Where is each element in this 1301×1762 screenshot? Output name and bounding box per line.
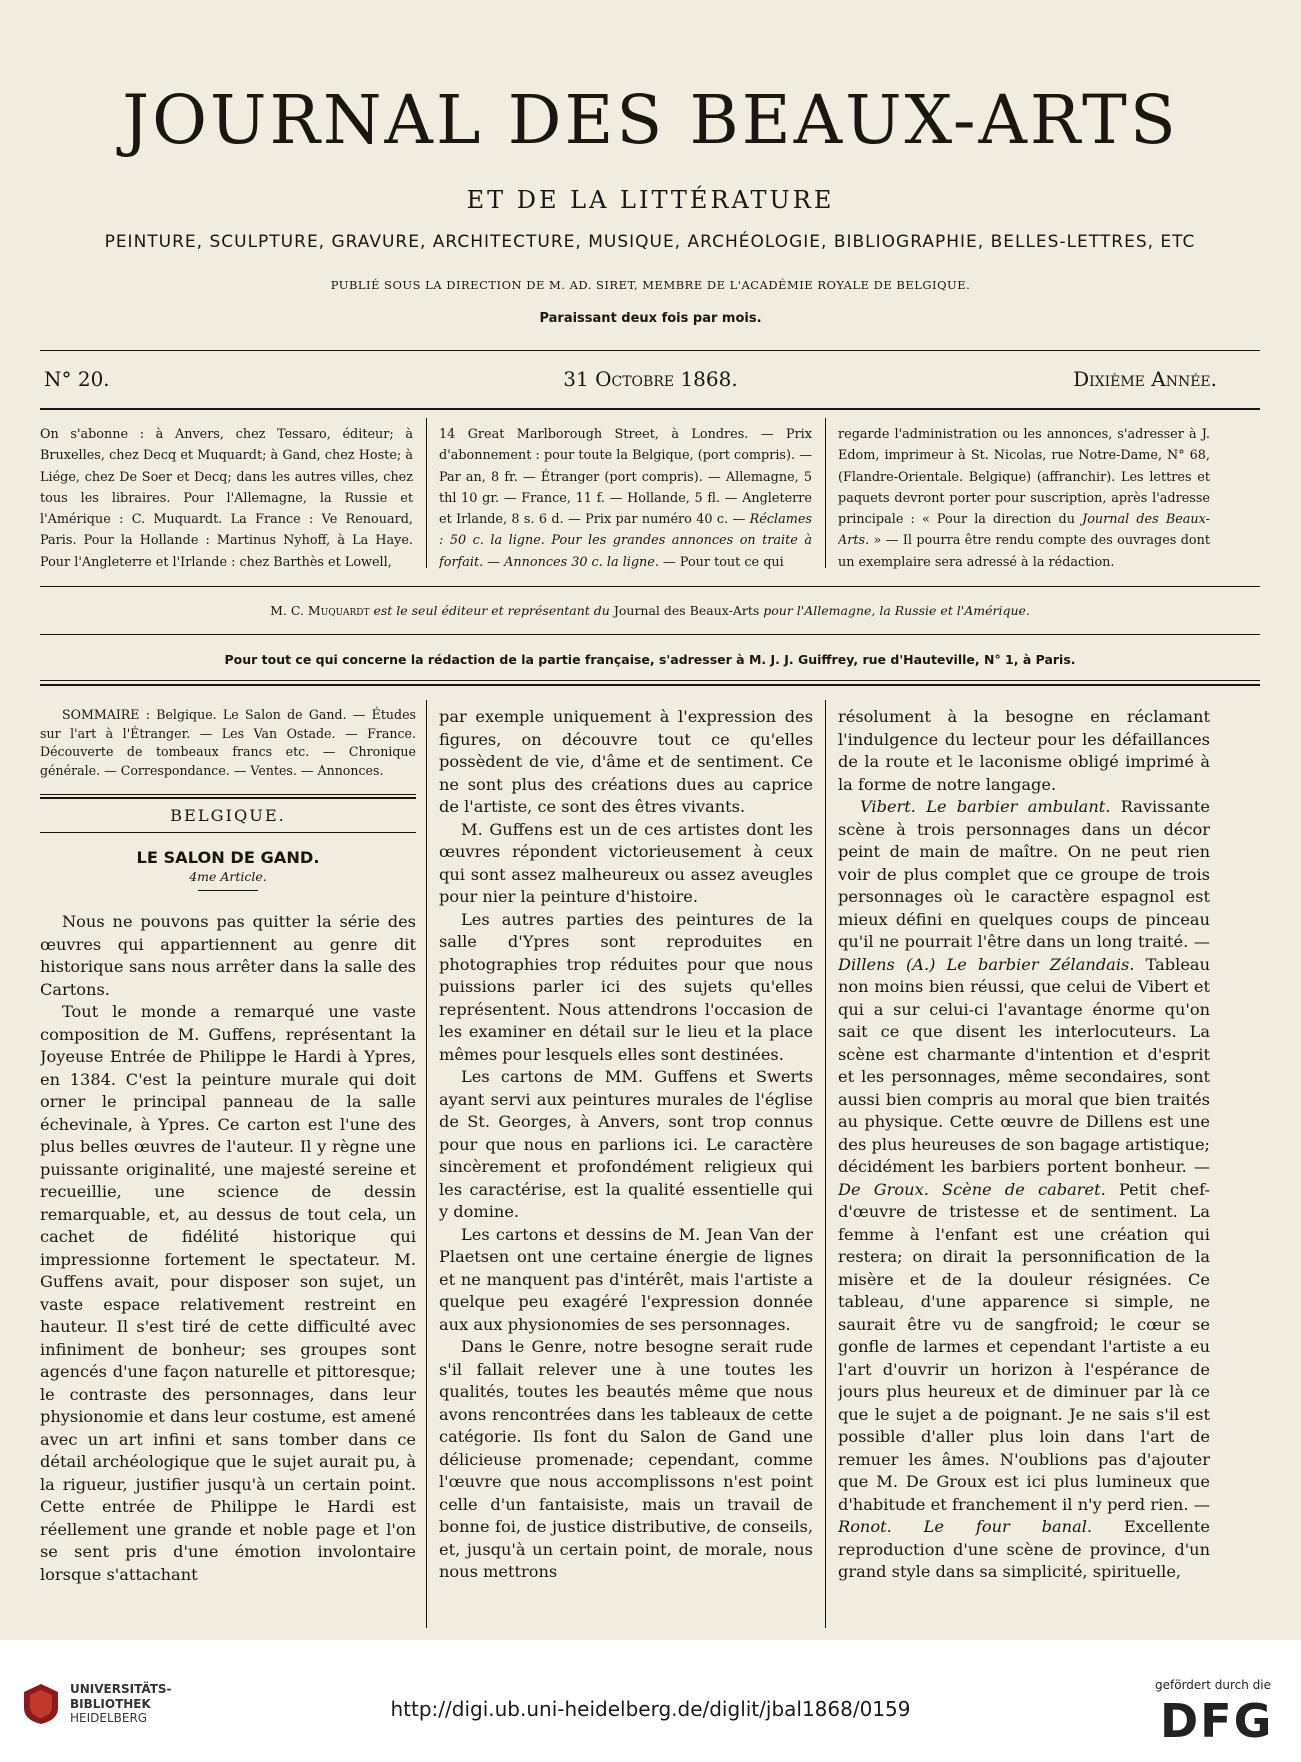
muquardt-name: M. C. Muquardt: [270, 603, 370, 618]
section-heading: BELGIQUE.: [170, 806, 286, 825]
subscription-col-1: [40, 424, 413, 573]
subscription-text-2-end: — Pour tout ce qui: [663, 554, 784, 570]
paragraph: [838, 796, 1210, 1584]
subscription-text-1: On s'abonne : à Anvers, chez Tessaro, éditeur; à Bruxelles, chez Decq et Muquardt; à Gand, chez Hoste; à Liége, chez De Soer et Decq; dans les autres villes, chez tous les libraires. Pour l'Allemagne, la Russie et l'Amérique : C. Muquardt. La France : Ve Renouard, Paris. Pour la Hollande : Martinus Nyhoff, à La Haye. Pour l'Angleterre et l'Irlande : chez Barthès et Lowell,: [40, 427, 413, 570]
paragraph: Les cartons de MM. Guffens et Swerts ayant servi aux peintures murales de l'église de St. Georges, à Anvers, sont trop connus pour que nous en parlions ici. Le caractère sincèrement et profondément religieux qui les caractérise, est la qualité essentielle qui y domine.: [439, 1067, 813, 1221]
rule: [40, 684, 1260, 686]
digitization-footer: [0, 1640, 1301, 1762]
column-divider: [426, 700, 427, 1628]
article-title: LE SALON DE GAND.: [136, 847, 320, 867]
review-text: Petit chef-d'œuvre de tristesse et de sentiment. La femme à l'enfant est une création qui restera; on dirait la personnification de la misère et de la douleur résignées. Ce tableau, d'une apparence si simple, ne saurait être vu de sangfroid; le cœur se gonfle de larmes et cependant l'artiste a eu l'art d'ouvrir un horizon à l'espérance de jours plus heureux et de diminuer par là ce que le sujet a de poignant. Je ne sais s'il est possible d'aller plus loin dans l'art de remuer les âmes. N'oublions pas d'ajouter que M. De Groux est ici plus lumineux que d'habitude et franchement il n'y perd rien. —: [838, 1179, 1210, 1514]
funding-note: gefördert durch die: [1155, 1678, 1271, 1692]
article-column-3: [838, 706, 1210, 1626]
issue-year: Dixième Année.: [1073, 367, 1217, 391]
review-heading-vibert: Vibert. Le barbier ambulant.: [860, 797, 1111, 816]
issue-number: N° 20.: [44, 367, 110, 391]
sommaire: SOMMAIRE : Belgique. Le Salon de Gand. — Études sur l'art à l'Étranger. — Les Van Ostade. — France. Découverte de tombeaux francs etc. — Chronique générale. — Correspondance. — Ventes. — Annonces.: [40, 707, 416, 778]
masthead-title: JOURNAL DES BEAUX-ARTS: [122, 81, 1179, 159]
journal-name: Journal des Beaux-Arts: [613, 603, 760, 618]
review-heading-degroux: De Groux. Scène de cabaret.: [838, 1179, 1106, 1199]
masthead-topics: PEINTURE, SCULPTURE, GRAVURE, ARCHITECTURE, MUSIQUE, ARCHÉOLOGIE, BIBLIOGRAPHIE, BELLES-LETTRES, ETC: [104, 232, 1196, 252]
guiffrey-notice: Pour tout ce qui concerne la rédaction de la partie française, s'adresser à M. J. J. Guiffrey, rue d'Hauteville, N° 1, à Paris.: [224, 652, 1076, 667]
dfg-logo: DFG: [1160, 1694, 1274, 1748]
library-line-2: BIBLIOTHEK: [70, 1696, 151, 1711]
subscription-col-3: [838, 424, 1210, 573]
paragraph: Tout le monde a remarqué une vaste composition de M. Guffens, représentant la Joyeuse Entrée de Philippe le Hardi à Ypres, en 1384. C'est la peinture murale qui doit orner le principal panneau de la salle échevinale, à Ypres. Ce carton est l'une des plus belles œuvres de l'auteur. Il y règne une puissante originalité, une majesté sereine et recueillie, une science de dessin remarquable, et, au dessus de tout cela, un cachet de fidélité historique qui impressionne fortement le spectateur. M. Guffens avait, pour disposer son sujet, un vaste espace relativement restreint en hauteur. Il s'est tiré de cette difficulté avec infiniment de bonheur; ses groupes sont agencés d'une façon naturelle et pittoresque; le contraste des personnages, dans leur physionomie et dans leur costume, est amené avec un art infini et sans tomber dans ce détail archéologique que le sujet aurait pu, à la rigueur, justifier jusqu'à un certain point. Cette entrée de Philippe le Hardi est réellement une grande et noble page et l'on se sent pris d'une émotion involontaire lorsque s'attachant: [40, 1002, 416, 1584]
review-text: Tableau non moins bien réussi, que celui de Vibert et qui a sur celui-ci l'avantage énorme qu'on sait ce que disent les interlocuteurs. La scène est charmante d'intention et d'esprit et les personnages, même secondaires, sont aussi bien compris au moral que bien traités au physique. Cette œuvre de Dillens est une des plus heureuses de son bagage artistique; décidément les barbiers portent bonheur. —: [838, 954, 1210, 1176]
rule: [40, 408, 1260, 410]
library-line-3: HEIDELBERG: [70, 1711, 148, 1725]
library-line-1: UNIVERSITÄTS-: [70, 1682, 172, 1696]
column-divider: [426, 418, 427, 568]
paragraph: Les cartons et dessins de M. Jean Van der Plaetsen ont une certaine énergie de lignes et ne manquent pas d'intérêt, mais l'artiste a quelque peu exagéré l'expression donnée aux aux physionomies de ses personnages.: [439, 1224, 813, 1334]
paragraph: résolument à la besogne en réclamant l'indulgence du lecteur pour les défaillances de la route et le laconisme obligé imprimé à la forme de notre langage.: [838, 707, 1210, 794]
article-number: 4me Article.: [189, 869, 267, 884]
review-text: Ravissante scène à trois personnages dans un décor peint de main de maître. On ne peut rien voir de plus complet que ce groupe de trois personnages où le caractère espagnol est mieux défini en quelques coups de pinceau qu'il ne pourrait l'être dans un long traité. —: [838, 797, 1210, 951]
subscription-text-2-italic: Réclames : 50 c. la ligne. Pour les grandes annonces on traite à forfait. — Annonces 30 c. la ligne.: [439, 512, 812, 570]
column-divider: [825, 418, 826, 568]
editor-line: PUBLIÉ SOUS LA DIRECTION DE M. AD. SIRET, MEMBRE DE L'ACADÉMIE ROYALE DE BELGIQUE.: [330, 278, 971, 292]
article-column-1: [40, 706, 416, 1626]
review-text: Excellente reproduction d'une scène de province, d'un grand style dans sa simplicité, spirituelle,: [838, 1517, 1210, 1581]
rule: [40, 586, 1260, 587]
subscription-text-3: regarde l'administration ou les annonces, s'adresser à J. Edom, imprimeur à St. Nicolas, rue Notre-Dame, N° 68, (Flandre-Orientale. Belgique) (affranchir). Les lettres et paquets devront porter pour suscription, après l'adresse principale : « Pour la direction du: [838, 427, 1210, 528]
paragraph: Dans le Genre, notre besogne serait rude s'il fallait relever une à une toutes les qualités, toutes les beautés même que nous avons rencontrées dans les tableaux de cette catégorie. Ils font du Salon de Gand une délicieuse promenade; cependant, comme l'œuvre que nous accomplissons n'est point celle d'un fantaisiste, mais un travail de bonne foi, de justice distributive, de conseils, et, jusqu'à un certain point, de morale, nous nous mettrons: [439, 1337, 813, 1581]
subscription-text-3-end: » — Il pourra être rendu compte des ouvrages dont un exemplaire sera adressé à la rédaction.: [838, 533, 1210, 570]
article-column-2: [439, 706, 813, 1626]
source-url-link[interactable]: http://digi.ub.uni-heidelberg.de/diglit/jbal1868/0159: [390, 1697, 911, 1721]
paragraph: Nous ne pouvons pas quitter la série des œuvres qui appartiennent au genre dit historique sans nous arrêter dans la salle des Cartons.: [40, 912, 416, 999]
subscription-col-2: [439, 424, 812, 573]
paragraph: M. Guffens est un de ces artistes dont les œuvres répondent victorieusement à ceux qui sont assez malheureux ou assez aveugles pour nier la peinture d'histoire.: [439, 819, 813, 906]
paragraph: Les autres parties des peintures de la salle d'Ypres sont reproduites en photographies trop réduites pour que nous puissions parler ici des sujets qu'elles représentent. Nous attendrons l'occasion de les examiner en détail sur le lieu et la place mêmes pour lesquels elles sont destinées.: [439, 909, 813, 1064]
column-divider: [825, 700, 826, 1628]
rule: [40, 634, 1260, 635]
paragraph: par exemple uniquement à l'expression des figures, on découvre tout ce qu'elles possèdent de vie, d'âme et de sentiment. Ce ne sont plus des créations dues au caprice de l'artiste, ce sont des êtres vivants.: [439, 707, 813, 816]
subscription-text-3-italic: Journal des Beaux-Arts.: [838, 512, 1210, 549]
muquardt-notice: [40, 603, 1260, 618]
rule: [40, 680, 1260, 681]
frequency-line: Paraissant deux fois par mois.: [539, 311, 762, 326]
review-heading-dillens: Dillens (A.) Le barbier Zélandais.: [838, 954, 1135, 974]
muquardt-role: est le seul éditeur et représentant du: [373, 603, 610, 618]
masthead-subtitle: ET DE LA LITTÉRATURE: [466, 186, 835, 214]
muquardt-regions: pour l'Allemagne, la Russie et l'Amérique.: [763, 603, 1030, 618]
review-heading-ronot: Ronot. Le four banal.: [838, 1517, 1093, 1536]
subscription-text-2: 14 Great Marlborough Street, à Londres. — Prix d'abonnement : pour toute la Belgique, (port compris). — Par an, 8 fr. — Étranger (port compris). — Allemagne, 5 thl 10 gr. — France, 11 f. — Hollande, 5 fl. — Angleterre et Irlande, 8 s. 6 d. — Prix par numéro 40 c. —: [439, 427, 812, 528]
issue-date: 31 Octobre 1868.: [563, 367, 738, 391]
rule: [40, 350, 1260, 351]
